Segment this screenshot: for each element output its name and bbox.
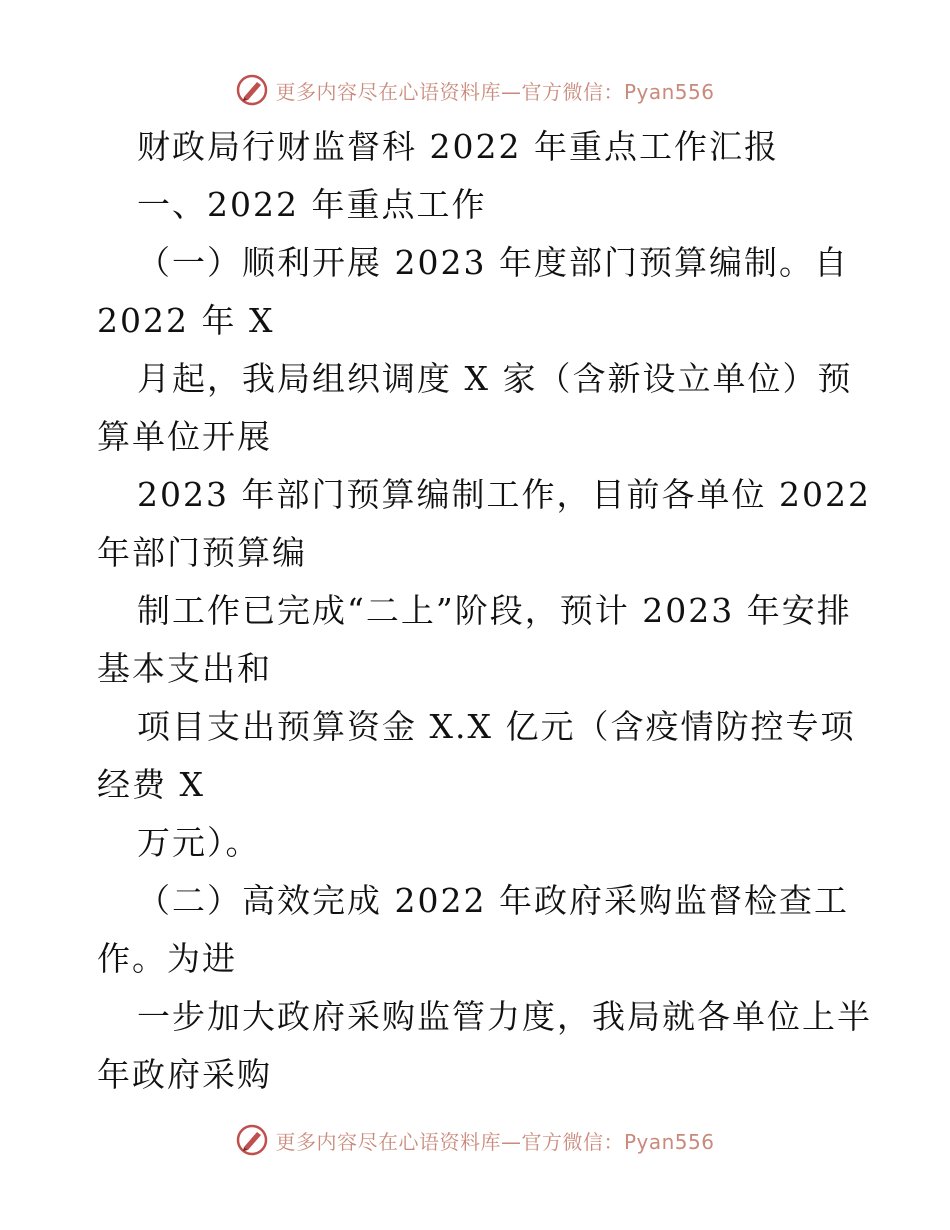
paragraph-line: 一步加大政府采购监管力度，我局就各单位上半 [137, 997, 872, 1036]
paragraph-line: 算单位开展 [97, 417, 272, 456]
paragraph-line: 项目支出预算资金 X.X 亿元（含疫情防控专项 [137, 707, 856, 746]
paragraph-line: 年部门预算编 [97, 533, 307, 572]
paragraph-line: 2022 年 X [97, 301, 275, 340]
paragraph-line: 基本支出和 [97, 649, 272, 688]
paragraph-line: 经费 X [97, 765, 205, 804]
paragraph-line: （二）高效完成 2022 年政府采购监督检查工 [137, 881, 849, 920]
footer-watermark-banner [0, 1120, 950, 1160]
paragraph-line: 2023 年部门预算编制工作，目前各单位 2022 [137, 475, 871, 514]
footer-banner-text: 更多内容尽在心语资料库—官方微信：Pyan556 [275, 1129, 715, 1154]
paragraph-line: 年政府采购 [97, 1055, 272, 1094]
paragraph-line: （一）顺利开展 2023 年度部门预算编制。自 [137, 243, 849, 282]
document-title: 财政局行财监督科 2022 年重点工作汇报 [137, 127, 779, 166]
section-heading: 一、2022 年重点工作 [137, 185, 487, 224]
document-body [97, 118, 872, 1104]
pen-logo-icon [235, 1123, 269, 1157]
paragraph-line: 作。为进 [97, 939, 237, 978]
header-watermark-banner [0, 70, 950, 110]
pen-logo-icon [235, 73, 269, 107]
paragraph-line: 制工作已完成“二上”阶段，预计 2023 年安排 [137, 591, 852, 630]
header-banner-text: 更多内容尽在心语资料库—官方微信：Pyan556 [275, 79, 715, 104]
paragraph-line: 万元）。 [137, 823, 261, 862]
paragraph-line: 月起，我局组织调度 X 家（含新设立单位）预 [137, 359, 853, 398]
